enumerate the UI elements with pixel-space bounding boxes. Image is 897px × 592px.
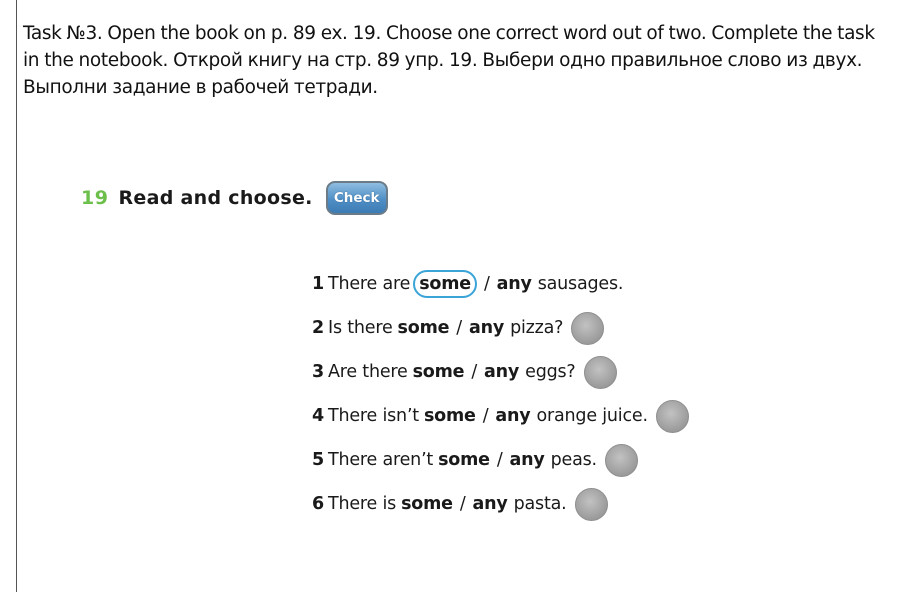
item-number: 1 [312, 274, 324, 294]
answer-dot-button[interactable] [571, 312, 604, 345]
answer-dot-button[interactable] [605, 444, 638, 477]
option-some[interactable]: some [423, 406, 476, 426]
item-number: 5 [312, 450, 324, 470]
item-sentence-end: orange juice. [536, 406, 648, 426]
option-any[interactable]: any [472, 494, 508, 514]
item-number: 6 [312, 494, 324, 514]
left-border-line [16, 0, 17, 592]
answer-dot-button[interactable] [656, 400, 689, 433]
exercise-item-3 [312, 350, 689, 394]
option-separator: / [483, 274, 490, 294]
option-separator: / [459, 494, 466, 514]
answer-dot-button[interactable] [575, 488, 608, 521]
exercise-items-list [312, 262, 689, 526]
option-some-selected[interactable]: some [413, 270, 477, 298]
item-sentence-end: sausages. [537, 274, 624, 294]
option-some[interactable]: some [397, 318, 450, 338]
exercise-item-2 [312, 306, 689, 350]
exercise-item-4 [312, 394, 689, 438]
exercise-number: 19 [81, 187, 109, 209]
exercise-item-6 [312, 482, 689, 526]
option-some[interactable]: some [412, 362, 465, 382]
option-any[interactable]: any [496, 274, 532, 294]
item-sentence-start: There is [327, 494, 397, 514]
option-any[interactable]: any [495, 406, 531, 426]
exercise-item-5 [312, 438, 689, 482]
option-any[interactable]: any [468, 318, 505, 338]
check-button[interactable] [326, 181, 388, 215]
item-sentence-end: pasta. [513, 494, 567, 514]
item-sentence-end: pizza? [510, 318, 564, 338]
item-sentence-start: There aren’t [327, 450, 434, 470]
item-number: 3 [312, 362, 324, 382]
item-sentence-start: Is there [327, 318, 393, 338]
option-some[interactable]: some [401, 494, 453, 514]
option-separator: / [496, 450, 503, 470]
item-number: 4 [312, 406, 324, 426]
item-sentence-start: There are [327, 274, 411, 294]
answer-dot-button[interactable] [584, 356, 617, 389]
option-any[interactable]: any [484, 362, 520, 382]
item-sentence-start: Are there [327, 362, 408, 382]
option-separator: / [471, 362, 478, 382]
check-button-label: Check [333, 190, 380, 206]
item-sentence-start: There isn’t [327, 406, 419, 426]
exercise-header [81, 180, 388, 216]
option-some[interactable]: some [438, 450, 490, 470]
exercise-title: Read and choose. [118, 187, 313, 209]
exercise-item-1 [312, 262, 689, 306]
item-sentence-end: peas. [550, 450, 597, 470]
option-separator: / [456, 318, 462, 338]
task-instructions: Task №3. Open the book on p. 89 ex. 19. Choose one correct word out of two. Complete the task in the notebook. Открой книгу на стр. 89 упр. 19. Выбери одно правильное слово из двух. Выполни задание в рабочей тетради. [23, 23, 875, 98]
item-sentence-end: eggs? [525, 362, 576, 382]
option-separator: / [482, 406, 489, 426]
item-number: 2 [312, 318, 324, 338]
option-any[interactable]: any [509, 450, 545, 470]
